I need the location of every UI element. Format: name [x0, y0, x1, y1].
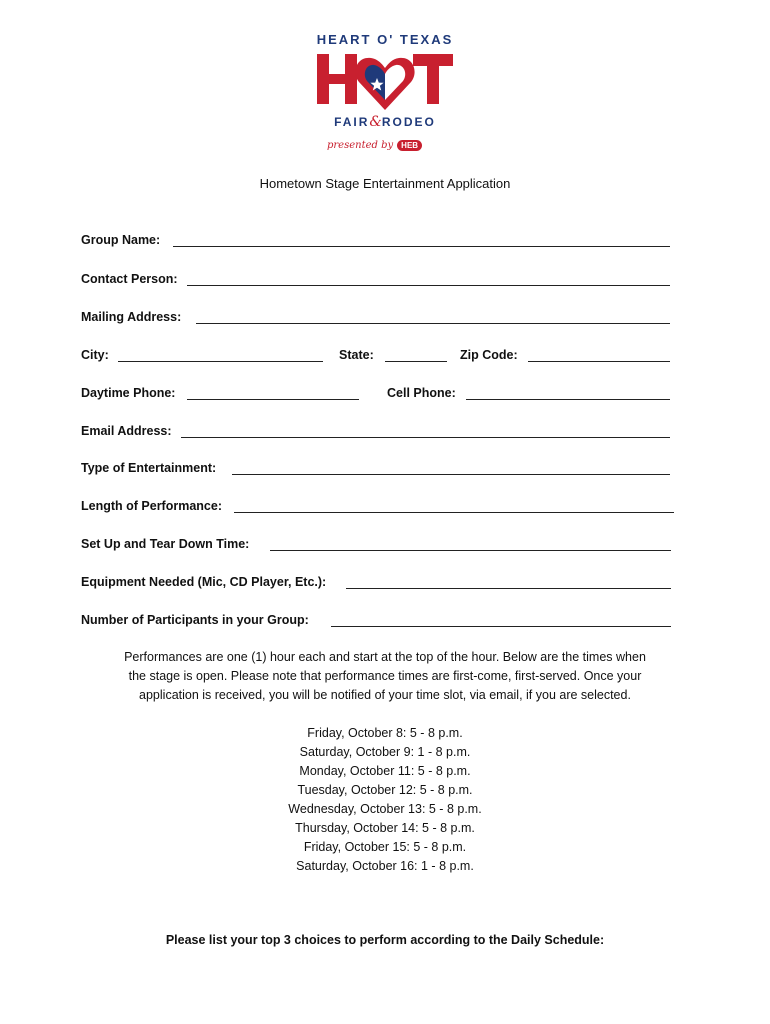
heart-o-texas-logo: [305, 28, 465, 163]
type-of-entertainment-field[interactable]: [232, 474, 670, 475]
state-label: State:: [339, 348, 374, 362]
contact-person-field[interactable]: [187, 285, 670, 286]
contact-person-row: [81, 272, 671, 290]
page-title: Hometown Stage Entertainment Application: [259, 176, 511, 191]
setup-teardown-field[interactable]: [270, 550, 671, 551]
setup-teardown-row: [81, 537, 672, 555]
logo-bottom-text: FAIR&RODEO: [334, 114, 436, 130]
contact-person-label: Contact Person:: [81, 272, 178, 286]
length-of-performance-field[interactable]: [234, 512, 674, 513]
participants-row: [81, 613, 672, 631]
city-label: City:: [81, 348, 109, 362]
zip-label: Zip Code:: [460, 348, 518, 362]
daytime-phone-field[interactable]: [187, 399, 359, 400]
participants-label: Number of Participants in your Group:: [81, 613, 309, 627]
length-of-performance-row: [81, 499, 675, 517]
phone-row: [81, 386, 671, 404]
daytime-phone-label: Daytime Phone:: [81, 386, 176, 400]
zip-field[interactable]: [528, 361, 670, 362]
top-choices-instruction: Please list your top 3 choices to perform according to the Daily Schedule:: [165, 933, 605, 947]
group-name-row: [81, 233, 671, 251]
schedule-item: Thursday, October 14: 5 - 8 p.m.: [295, 821, 475, 835]
schedule-item: Friday, October 15: 5 - 8 p.m.: [303, 840, 467, 854]
schedule-item: Saturday, October 9: 1 - 8 p.m.: [299, 745, 471, 759]
equipment-needed-label: Equipment Needed (Mic, CD Player, Etc.):: [81, 575, 327, 589]
city-state-zip-row: [81, 348, 671, 366]
group-name-field[interactable]: [173, 246, 670, 247]
schedule-item: Monday, October 11: 5 - 8 p.m.: [299, 764, 471, 778]
email-row: [81, 424, 671, 442]
logo-top-text: HEART O' TEXAS: [316, 32, 454, 47]
type-of-entertainment-row: [81, 461, 671, 479]
schedule-item: Friday, October 8: 5 - 8 p.m.: [307, 726, 463, 740]
mailing-address-label: Mailing Address:: [81, 310, 182, 324]
presented-by-text: presented by HEB: [327, 140, 467, 151]
schedule-item: Tuesday, October 12: 5 - 8 p.m.: [297, 783, 473, 797]
schedule-item: Wednesday, October 13: 5 - 8 p.m.: [288, 802, 482, 816]
state-field[interactable]: [385, 361, 447, 362]
email-label: Email Address:: [81, 424, 172, 438]
type-of-entertainment-label: Type of Entertainment:: [81, 461, 217, 475]
mailing-address-field[interactable]: [196, 323, 670, 324]
cell-phone-label: Cell Phone:: [387, 386, 456, 400]
stage-schedule-list: [0, 724, 770, 876]
length-of-performance-label: Length of Performance:: [81, 499, 222, 513]
schedule-item: Saturday, October 16: 1 - 8 p.m.: [296, 859, 474, 873]
setup-teardown-label: Set Up and Tear Down Time:: [81, 537, 250, 551]
group-name-label: Group Name:: [81, 233, 161, 247]
city-field[interactable]: [118, 361, 323, 362]
equipment-needed-field[interactable]: [346, 588, 671, 589]
equipment-needed-row: [81, 575, 672, 593]
email-field[interactable]: [181, 437, 670, 438]
mailing-address-row: [81, 310, 671, 328]
participants-field[interactable]: [331, 626, 671, 627]
paragraph-line: the stage is open. Please note that performance times are first-come, first-served. Once your: [128, 669, 642, 683]
heb-logo: HEB: [397, 140, 422, 151]
cell-phone-field[interactable]: [466, 399, 670, 400]
paragraph-line: application is received, you will be notified of your time slot, via email, if you are selected.: [139, 688, 631, 702]
paragraph-line: Performances are one (1) hour each and start at the top of the hour. Below are the times when: [124, 650, 646, 664]
hot-heart-logo-icon: [315, 50, 455, 112]
performance-info-paragraph: [80, 648, 690, 705]
